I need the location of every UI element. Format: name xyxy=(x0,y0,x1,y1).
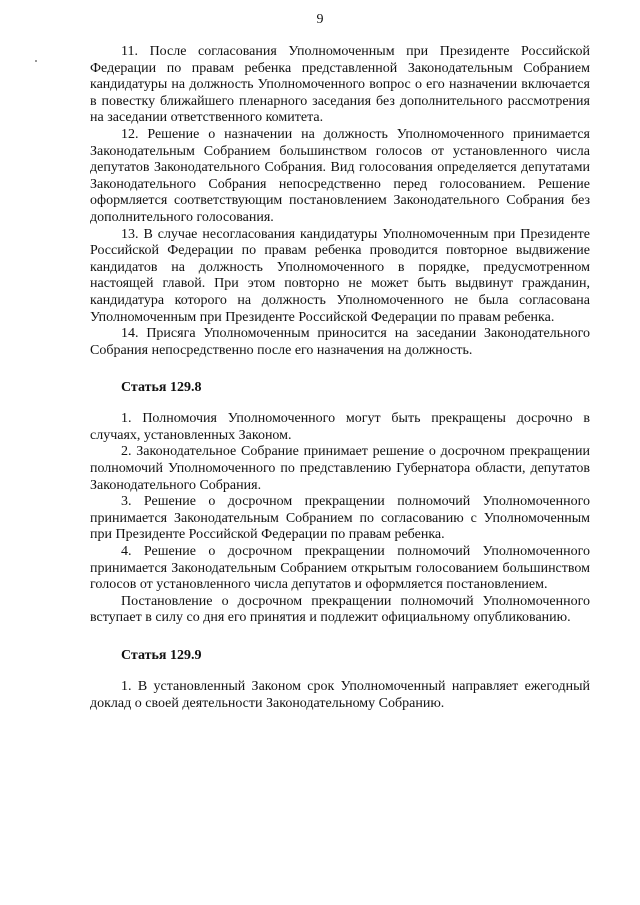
document-body xyxy=(90,44,590,712)
article-129-8-item-1: 1. Полномочия Уполномоченного могут быть прекращены досрочно в случаях, установленных Законом. xyxy=(90,411,590,443)
paragraph-11: 11. После согласования Уполномоченным при Президенте Российской Федерации по правам ребенка представленной Законодательным Собранием кандидатуры на должность Уполномоченного вопрос о его назначении включается в повестку ближайшего пленарного заседания без дополнительного рассмотрения на заседании ответственного комитета. xyxy=(90,44,590,126)
article-129-8-item-4: 4. Решение о досрочном прекращении полномочий Уполномоченного принимается Законодательным Собранием открытым голосованием большинством голосов от установленного числа депутатов и оформляется постановлением. xyxy=(90,544,590,593)
article-heading-129-8: Статья 129.8 xyxy=(121,380,202,396)
paragraph-13: 13. В случае несогласования кандидатуры Уполномоченным при Президенте Российской Федерации по правам ребенка проводится повторное выдвижение кандидатов на должность Уполномоченного в порядке, предусмотренном настоящей главой. При этом повторно не может быть выдвинут гражданин, кандидатура которого на должность Уполномоченного не была согласована Уполномоченным при Президенте Российской Федерации по правам ребенка. xyxy=(90,226,590,325)
article-129-8-resolution: Постановление о досрочном прекращении полномочий Уполномоченного вступает в силу со дня его принятия и подлежит официальному опубликованию. xyxy=(90,593,590,626)
paragraph-12: 12. Решение о назначении на должность Уполномоченного принимается Законодательным Собранием большинством голосов от установленного числа депутатов Законодательного Собрания. Вид голосования определяется депутатами Законодательного Собрания непосредственно перед голосованием. Решение оформляется соответствующим постановлением Законодательного Собрания без дополнительного голосования. xyxy=(90,126,590,225)
article-129-8-item-2: 2. Законодательное Собрание принимает решение о досрочном прекращении полномочий Уполномоченного по представлению Губернатора области, депутатов Законодательного Собрания. xyxy=(90,444,590,493)
scan-speck xyxy=(35,60,37,62)
paragraph-14: 14. Присяга Уполномоченным приносится на заседании Законодательного Собрания непосредственно после его назначения на должность. xyxy=(90,326,590,358)
page-number: 9 xyxy=(316,12,324,27)
article-129-8-item-3: 3. Решение о досрочном прекращении полномочий Уполномоченного принимается Законодательным Собранием по согласованию с Уполномоченным при Президенте Российской Федерации по правам ребенка. xyxy=(90,494,590,543)
article-heading-129-9: Статья 129.9 xyxy=(121,648,202,663)
article-129-9-item-1: 1. В установленный Законом срок Уполномоченный направляет ежегодный доклад о своей деятельности Законодательному Собранию. xyxy=(90,679,590,711)
